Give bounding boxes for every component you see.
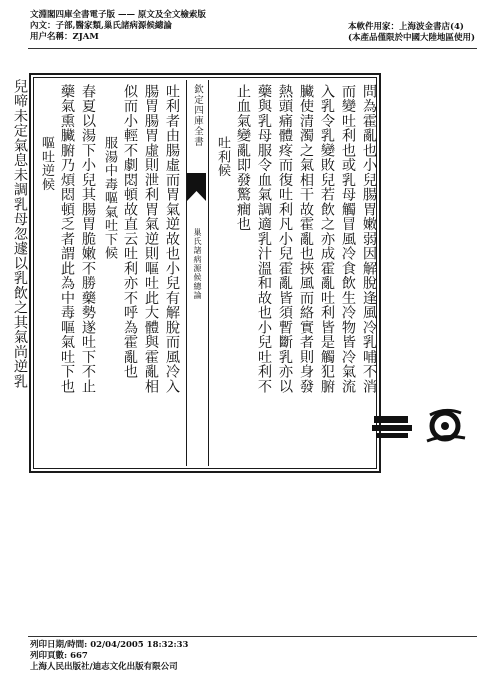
print-page-count: 列印頁數: 667 [30,651,88,661]
book-page-frame [29,73,381,473]
spine-subtitle: 巢氏諸病源候總論 [193,228,202,300]
section-heading: 服湯中毒嘔氣吐下候 [102,136,117,260]
footer-divider [28,636,477,637]
text-column: 藥氣熏臟腑乃煩悶頓乏者謂此為中毒嘔氣吐下也 [59,84,75,394]
header-license-note: (本產品僅限於中國大陸地區使用) [347,33,475,43]
text-column: 藥與乳母服令血氣調適乳汁溫和故也小兒吐利不 [256,84,272,394]
text-column: 似而小輕不劇悶頓故直云吐利亦不呼為霍亂也 [122,84,138,379]
print-timestamp: 列印日期/時間: 02/04/2005 18:32:33 [30,640,189,650]
text-column: 熱頭痛體疼而復吐利凡小兒霍亂皆須暫斷乳亦以 [277,84,293,394]
header-user: 用户名稱：ZJAM [30,32,99,42]
text-column: 問為霍亂也小兒腸胃嫩弱因解脫逢風冷乳哺不消 [361,84,377,394]
text-column: 腸胃腸胃虛則泄利胃氣逆則嘔吐此大體與霍亂相 [143,84,159,394]
publisher: 上海人民出版社/迪志文化出版有限公司 [30,662,178,672]
text-column: 吐利者由腸虛而胃氣逆故也小兒有解脫而風冷入 [164,84,180,394]
spine-title: 欽定四庫全書 [192,84,203,147]
text-column: 兒啼未定氣息未調乳母忽遽以乳飲之其氣尚逆乳 [12,79,28,389]
header-edition: 文淵閣四庫全書電子版 —— 原文及全文檢索版 [30,10,206,20]
logo-glyph [421,405,469,449]
text-column: 春夏以湯下小兒其腸胃脆嫩不勝藥勢遂吐下不止 [80,84,96,394]
header-licensee [348,22,475,44]
logo-bars [372,414,414,444]
book-page-inner-border [33,77,377,469]
header-divider [28,48,477,49]
page-spine [186,80,209,466]
footer-info [30,640,188,673]
section-heading: 吐利候 [215,136,230,178]
section-heading: 嘔吐逆候 [39,136,54,191]
header-info [30,10,206,43]
text-column: 止血氣變亂即發驚癎也 [235,84,251,232]
header-licensee-name: 本軟件用家：上海波金書店(4) [347,22,464,32]
text-column: 臟使清濁之氣相干故霍亂也挾風而絡實者則身發 [298,84,314,394]
text-column: 而變吐利也或乳母觸冒風冷食飲生冷物皆冷氣流 [340,84,356,394]
text-column: 入乳令乳變敗兒若飲之亦成霍亂吐利皆是觸犯腑 [319,84,335,394]
header-content: 內文：子部,醫家類,巢氏諸病源候總論 [30,21,172,31]
